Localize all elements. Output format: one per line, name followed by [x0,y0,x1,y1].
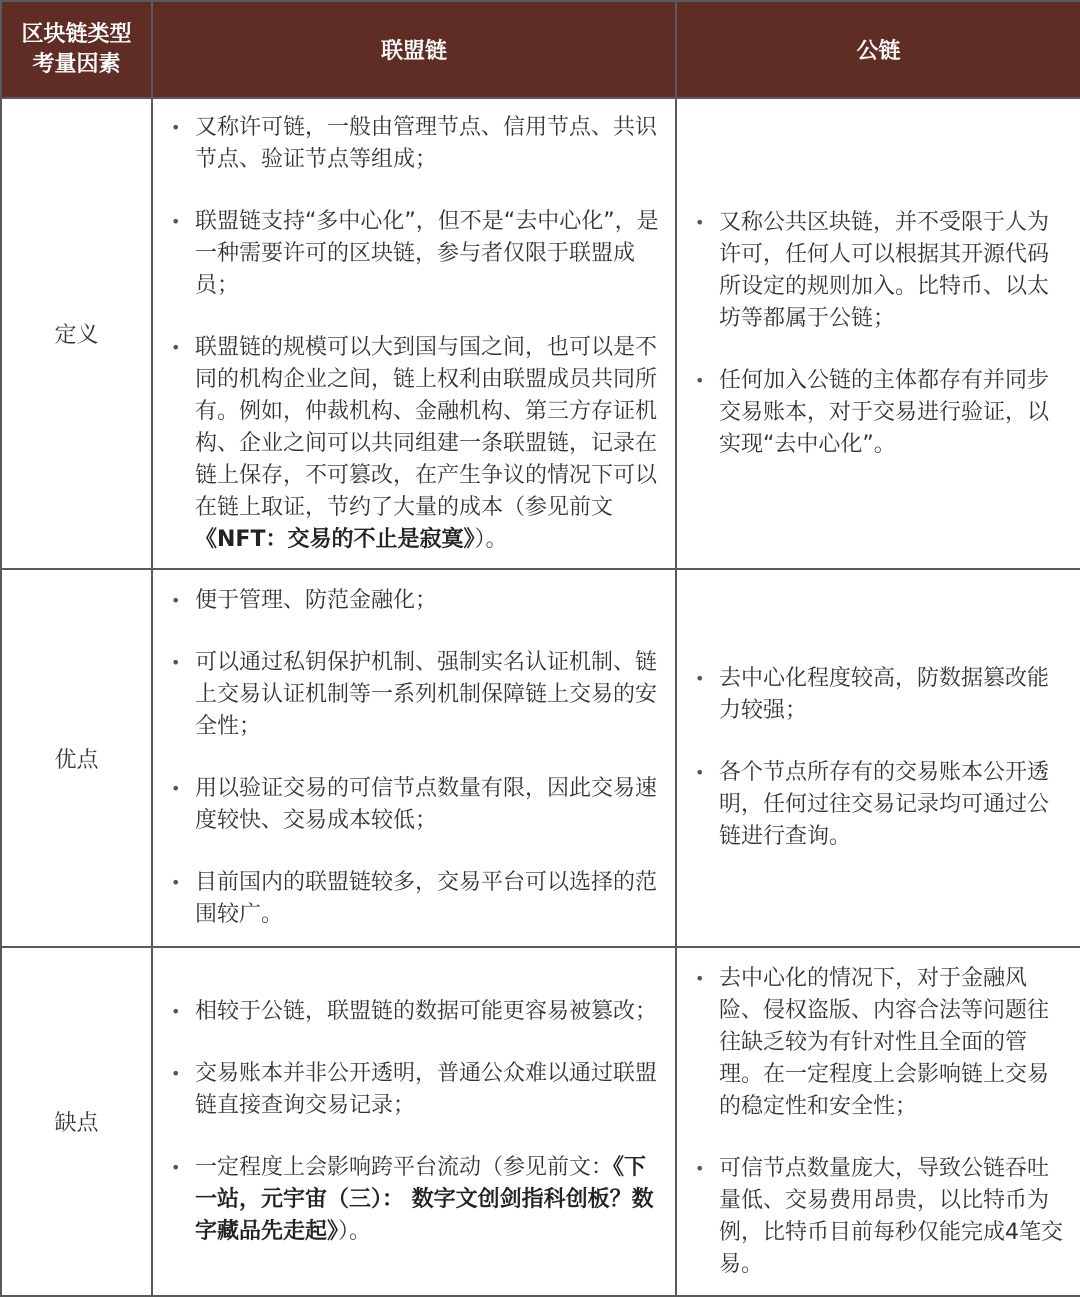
item-text: 联盟链的规模可以大到国与国之间，也可以是不同的机构企业之间，链上权利由联盟成员共同所有。例如，仲裁机构、金融机构、第三方存证机构、企业之间可以共同组建一条联盟链，记录在链上保存，不可篡改，在产生争议的情况下可以在链上取证，节约了大量的成本（参见前文 [195,334,658,520]
list-item [691,663,1066,727]
header-factor [1,1,152,98]
item-text: 交易账本并非公开透明，普通公众难以通过联盟链直接查询交易记录； [195,1060,658,1118]
list-item [691,365,1066,461]
item-text: 相较于公链，联盟链的数据可能更容易被篡改； [195,998,658,1024]
item-text: 又称公共区块链，并不受限于人为许可，任何人可以根据其开源代码所设定的规则加入。比特币、以太坊等都属于公链； [719,209,1050,331]
public-disadvantages [676,947,1080,1296]
item-text: 任何加入公链的主体都存有并同步交易账本，对于交易进行验证，以实现“去中心化”。 [719,367,1050,457]
bullet-icon: • [695,763,705,782]
list-item [167,206,661,302]
consortium-advantages-list [167,585,661,931]
bullet-icon: • [695,212,705,232]
list-item [167,996,661,1028]
bullet-icon: • [695,1158,705,1178]
list-item [691,963,1066,1123]
public-disadvantages-list [691,963,1066,1281]
bullet-icon: • [171,1001,181,1021]
list-item [167,867,661,931]
item-text: 一定程度上会影响跨平台流动（参见前文： [195,1154,614,1180]
list-item [167,112,661,176]
bullet-icon: • [171,1157,181,1177]
bullet-icon: • [171,211,181,231]
article-reference: 《NFT：交易的不止是寂寞》 [195,526,475,552]
list-item [167,773,661,837]
bullet-icon: • [695,968,705,988]
list-item [167,585,661,617]
item-text: 去中心化程度较高，防数据篡改能力较强； [719,666,1050,723]
list-item [167,1058,661,1122]
factor-disadvantages: 缺点 [1,947,152,1296]
item-text: 可信节点数量庞大，导致公链吞吐量低、交易费用昂贵，以比特币为例，比特币目前每秒仅能完成4笔交易。 [719,1155,1063,1277]
factor-definition: 定义 [1,98,152,569]
public-definition [676,98,1080,569]
factor-advantages: 优点 [1,569,152,947]
header-consortium: 联盟链 [152,1,676,98]
bullet-icon: • [171,117,181,137]
bullet-icon: • [171,653,181,672]
public-definition-list [691,207,1066,461]
row-advantages [1,569,1080,947]
item-text: 便于管理、防范金融化； [195,588,438,613]
public-advantages [676,569,1080,947]
row-disadvantages [1,947,1080,1296]
article-reference: 《下一站，元宇宙（三）： 数字文创剑指科创板？数字藏品先走起》 [195,1154,654,1244]
item-text-after: ）。 [474,526,508,552]
bullet-icon: • [171,1063,181,1083]
list-item [691,757,1066,853]
item-text: 联盟链支持“多中心化”，但不是“去中心化”，是一种需要许可的区块链，参与者仅限于联盟成员； [195,208,659,298]
consortium-definition-list [167,112,661,556]
list-item [167,647,661,743]
item-text: 可以通过私钥保护机制、强制实名认证机制、链上交易认证机制等一系列机制保障链上交易的安全性； [195,650,658,739]
header-factor-line1: 区块链类型 [21,21,132,47]
row-definition [1,98,1080,569]
bullet-icon: • [171,337,181,357]
item-text: 各个节点所存有的交易账本公开透明，任何过往交易记录均可通过公链进行查询。 [719,760,1050,849]
public-advantages-list [691,663,1066,853]
consortium-definition [152,98,676,569]
item-text: 又称许可链，一般由管理节点、信用节点、共识节点、验证节点等组成； [195,114,658,172]
consortium-disadvantages-list [167,996,661,1248]
list-item [167,332,661,556]
bullet-icon: • [171,591,181,610]
bullet-icon: • [695,370,705,390]
consortium-advantages [152,569,676,947]
list-item [167,1152,661,1248]
header-factor-line2: 考量因素 [32,51,121,77]
bullet-icon: • [695,669,705,688]
item-text: 目前国内的联盟链较多，交易平台可以选择的范围较广。 [195,870,658,927]
bullet-icon: • [171,779,181,798]
item-text: 用以验证交易的可信节点数量有限，因此交易速度较快、交易成本较低； [195,776,658,833]
list-item [691,1153,1066,1281]
header-row [1,1,1080,98]
item-text: 去中心化的情况下，对于金融风险、侵权盗版、内容合法等问题往往缺乏较为有针对性且全面的管理。在一定程度上会影响链上交易的稳定性和安全性； [719,965,1050,1119]
item-text-after: ）。 [338,1218,372,1244]
header-public: 公链 [676,1,1080,98]
consortium-disadvantages [152,947,676,1296]
bullet-icon: • [171,873,181,892]
list-item [691,207,1066,335]
